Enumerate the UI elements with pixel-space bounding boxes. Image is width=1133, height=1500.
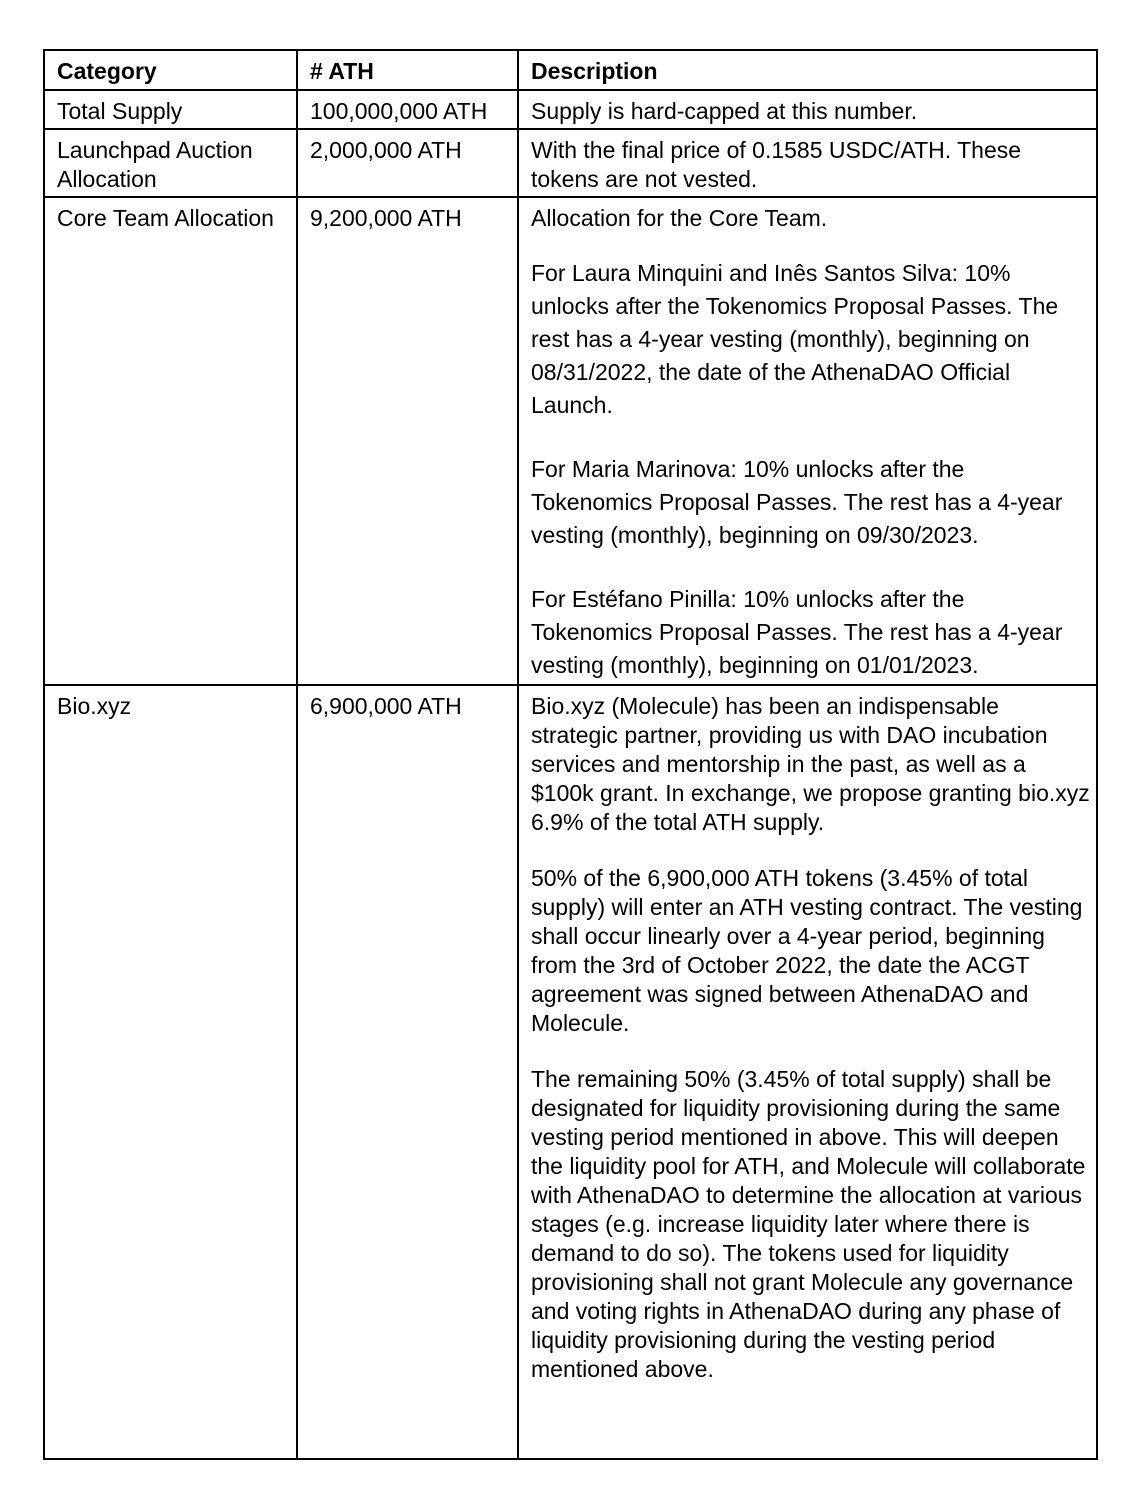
table-header-row — [44, 50, 1097, 90]
header-category: Category — [44, 50, 297, 90]
description-paragraph: Supply is hard-capped at this number. — [531, 98, 918, 124]
row-category: Core Team Allocation — [44, 197, 297, 685]
description-paragraph: 50% of the 6,900,000 ATH tokens (3.45% of total supply) will enter an ATH vesting contract. The vesting shall occur linearly over a 4-year period, beginning from the 3rd of October 2022, the date the ACGT agreement was signed between AthenaDAO and Molecule. — [531, 865, 1083, 1036]
row-amount: 9,200,000 ATH — [297, 197, 518, 685]
row-category: Bio.xyz — [44, 685, 297, 1459]
header-amount: # ATH — [297, 50, 518, 90]
table-row — [44, 685, 1097, 1459]
header-description: Description — [518, 50, 1097, 90]
row-description — [518, 197, 1097, 685]
row-category: Launchpad Auction Allocation — [44, 129, 297, 197]
row-amount: 6,900,000 ATH — [297, 685, 518, 1459]
description-paragraph: For Maria Marinova: 10% unlocks after the Tokenomics Proposal Passes. The rest has a 4-year vesting (monthly), beginning on 09/30/2023. — [531, 456, 1063, 548]
row-amount: 100,000,000 ATH — [297, 90, 518, 129]
table-row — [44, 197, 1097, 685]
row-description — [518, 129, 1097, 197]
table-row — [44, 129, 1097, 197]
description-paragraph: Bio.xyz (Molecule) has been an indispensable strategic partner, providing us with DAO incubation services and mentorship in the past, as well as a $100k grant. In exchange, we propose granting bio.xyz 6.9% of the total ATH supply. — [531, 693, 1090, 835]
description-paragraph: With the final price of 0.1585 USDC/ATH. These tokens are not vested. — [531, 137, 1022, 192]
row-category: Total Supply — [44, 90, 297, 129]
table-row — [44, 90, 1097, 129]
row-description — [518, 685, 1097, 1459]
token-allocation-table — [43, 49, 1098, 1460]
row-description — [518, 90, 1097, 129]
description-paragraph: Allocation for the Core Team. — [531, 205, 828, 231]
description-paragraph: For Laura Minquini and Inês Santos Silva: 10% unlocks after the Tokenomics Proposal Passes. The rest has a 4-year vesting (monthly), beginning on 08/31/2022, the date of the AthenaDAO Official Launch. — [531, 260, 1059, 418]
description-paragraph: For Estéfano Pinilla: 10% unlocks after the Tokenomics Proposal Passes. The rest has a 4-year vesting (monthly), beginning on 01/01/2023. — [531, 586, 1063, 678]
row-amount: 2,000,000 ATH — [297, 129, 518, 197]
description-paragraph: The remaining 50% (3.45% of total supply) shall be designated for liquidity provisioning during the same vesting period mentioned in above. This will deepen the liquidity pool for ATH, and Molecule will collaborate with AthenaDAO to determine the allocation at various stages (e.g. increase liquidity later where there is demand to do so). The tokens used for liquidity provisioning shall not grant Molecule any governance and voting rights in AthenaDAO during any phase of liquidity provisioning during the vesting period mentioned above. — [531, 1066, 1086, 1382]
